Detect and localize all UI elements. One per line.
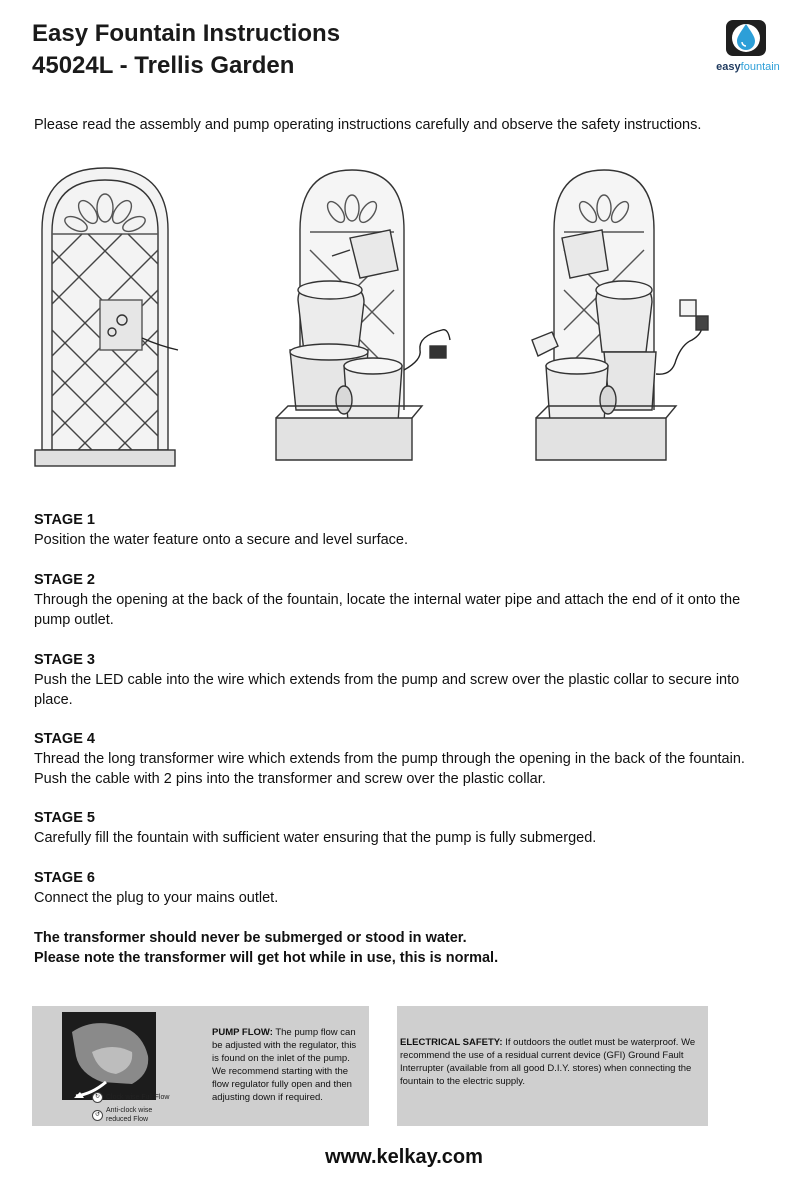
logo-brand-easy: easy — [716, 61, 741, 73]
intro-text: Please read the assembly and pump operating instructions carefully and observe the safety instructions. — [34, 117, 702, 133]
clockwise-arrow-icon: ↻ — [92, 1092, 103, 1103]
logo-wordmark — [708, 60, 788, 74]
electrical-safety-text — [400, 1036, 705, 1088]
fountain-pump-cable-illustration — [272, 160, 462, 480]
electrical-safety-heading: ELECTRICAL SAFETY: — [400, 1037, 503, 1048]
fountain-plug-socket-illustration — [526, 160, 726, 480]
stage-text: Through the opening at the back of the fountain, locate the internal water pipe and attach the end of it onto the pump outlet. — [34, 592, 741, 628]
stage-text: Connect the plug to your mains outlet. — [34, 890, 279, 906]
pump-flow-body: The pump flow can be adjusted with the regulator, this is found on the inlet of the pump. We recommend starting with the flow regulator fully open and then adjusting down if required. — [212, 1027, 357, 1103]
pump-flow-text — [212, 1026, 362, 1104]
stage-text: Carefully fill the fountain with sufficient water ensuring that the pump is fully submerged. — [34, 830, 597, 846]
page-title — [32, 18, 340, 82]
water-drop-logo-icon — [724, 18, 768, 58]
flow-legend — [92, 1092, 169, 1127]
logo-brand-fountain: fountain — [740, 61, 780, 73]
transformer-warning — [34, 928, 754, 968]
stage-heading: STAGE 3 — [34, 652, 95, 668]
stage-heading: STAGE 6 — [34, 870, 95, 886]
stage-text: Thread the long transformer wire which extends from the pump through the opening in the back of the fountain. Push the cable with 2 pins into the transformer and screw over the plastic collar. — [34, 751, 745, 787]
stage-heading: STAGE 5 — [34, 810, 95, 826]
hand-regulator-icon — [62, 1012, 156, 1100]
flow-legend-anticlockwise — [92, 1106, 169, 1124]
flow-legend-label-2: Anti-clock wise reduced Flow — [106, 1107, 153, 1123]
stage-text: Push the LED cable into the wire which extends from the pump and screw over the plastic collar to secure into place. — [34, 672, 740, 708]
stage-6 — [34, 868, 754, 908]
title-line-2: 45024L - Trellis Garden — [32, 52, 295, 79]
kelkay-logo — [708, 18, 788, 80]
warning-line-1: The transformer should never be submerged or stood in water. — [34, 930, 467, 946]
pump-regulator-photo — [62, 1012, 156, 1100]
flow-legend-clockwise — [92, 1092, 169, 1103]
title-line-1: Easy Fountain Instructions — [32, 20, 341, 47]
stage-1 — [34, 510, 754, 550]
stage-3 — [34, 650, 754, 710]
anticlockwise-arrow-icon: ↺ — [92, 1110, 103, 1121]
stage-heading: STAGE 4 — [34, 731, 95, 747]
stage-text: Position the water feature onto a secure and level surface. — [34, 532, 408, 548]
stage-4 — [34, 729, 754, 789]
stage-heading: STAGE 2 — [34, 572, 95, 588]
electrical-safety-panel — [397, 1006, 708, 1126]
footer-url[interactable]: www.kelkay.com — [325, 1146, 483, 1168]
flow-legend-label-1: Clock wise Full Flow — [106, 1094, 170, 1101]
pump-flow-heading: PUMP FLOW: — [212, 1027, 273, 1038]
stage-5 — [34, 808, 754, 848]
warning-line-2: Please note the transformer will get hot while in use, this is normal. — [34, 950, 499, 966]
fountain-back-illustration — [30, 160, 180, 470]
pump-flow-panel — [32, 1006, 369, 1126]
stage-2 — [34, 570, 754, 630]
stage-heading: STAGE 1 — [34, 512, 95, 528]
electrical-safety-body: If outdoors the outlet must be waterproof. We recommend the use of a residual current device (GFI) Ground Fault Interrupter (available from all good D.I.Y. stores) when connecting the fountain to the electric supply. — [400, 1037, 696, 1087]
